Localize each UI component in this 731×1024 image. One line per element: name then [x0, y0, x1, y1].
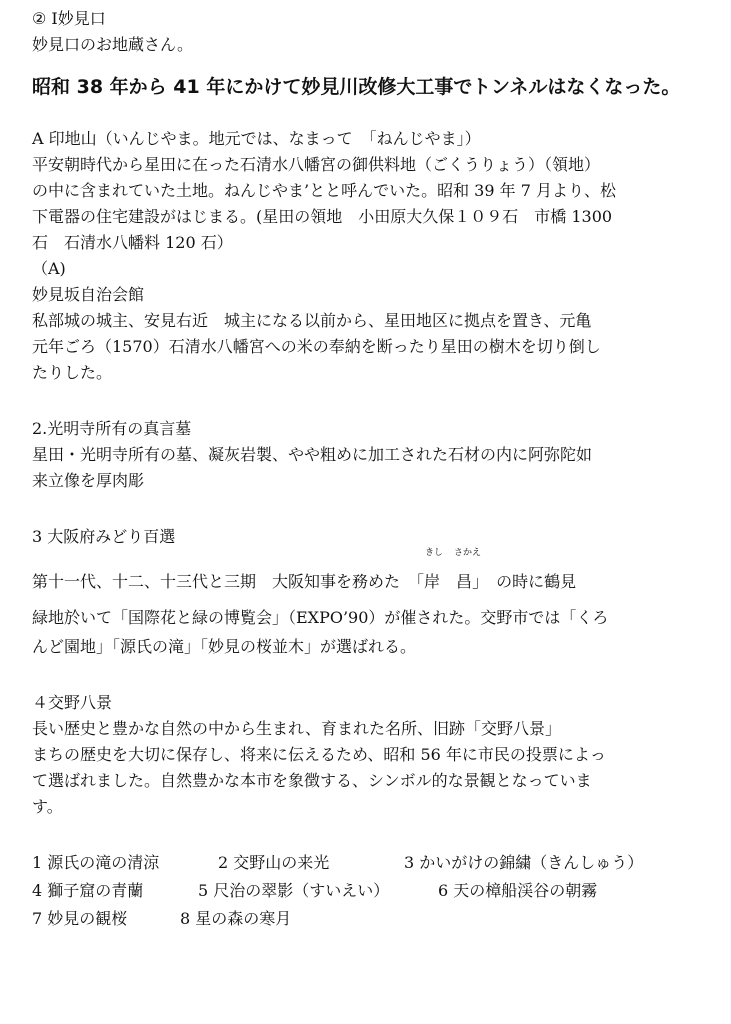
masaru-with-ruby: さかえ 昌: [454, 548, 482, 591]
list-item: 1 源氏の滝の清涼: [32, 853, 160, 872]
section-a-line: たりした。: [32, 363, 113, 382]
section-4-line: ４交野八景: [32, 693, 113, 712]
bold-note: 昭和 38 年から 41 年にかけて妙見川改修大工事でトンネルはなくなった。: [32, 76, 681, 98]
section-4-line: て選ばれました。自然豊かな本市を象徴する、シンボル的な景観となっていま: [32, 771, 592, 790]
list-item: 6 天の樟船渓谷の朝霧: [438, 881, 598, 900]
section-a-line: の中に含まれていた土地。ねんじやま’とと呼んでいた。昭和 39 年 7 月より、松: [32, 181, 616, 200]
kishi-with-ruby: きし 岸: [424, 548, 444, 591]
section-3-title: 3 大阪府みどり百選: [32, 527, 176, 546]
list-item: 3 かいがけの錦繍（きんしゅう）: [404, 853, 644, 872]
list-item: 8 星の森の寒月: [180, 909, 292, 928]
section-a-line: 平安朝時代から星田に在った石清水八幡宮の御供料地（ごくうりょう）（領地）: [32, 155, 601, 174]
section-2-line: 星田・光明寺所有の墓、凝灰岩製、やや粗めに加工された石材の内に阿弥陀如: [32, 445, 593, 464]
section-4-line: す。: [32, 797, 63, 816]
ruby-kishi: きし: [425, 548, 444, 558]
section-2-line: 来立像を厚肉彫: [32, 471, 145, 490]
section-2: [32, 416, 712, 494]
document-page: [32, 6, 712, 934]
subtitle: 妙見口のお地蔵さん。: [32, 35, 193, 54]
section-2-line: 2.光明寺所有の真言墓: [32, 419, 192, 438]
hakkei-row: [32, 878, 712, 906]
list-item: 5 尺治の翠影（すいえい）: [198, 881, 390, 900]
section-3-line: んど園地」「源氏の滝」「妙見の桜並木」が選ばれる。: [32, 637, 417, 656]
hakkei-row: [32, 850, 712, 878]
list-item: 4 獅子窟の青蘭: [32, 881, 144, 900]
section-3: [32, 524, 712, 660]
ruby-masaru: さかえ: [454, 548, 482, 558]
list-item: 7 妙見の観桜: [32, 909, 128, 928]
section-a-line: 下電器の住宅建設がはじまる。(星田の領地 小田原大久保１０９石 市橋 1300: [32, 207, 613, 226]
section-a: [32, 126, 712, 386]
section-a-line: 石 石清水八幡料 120 石）: [32, 233, 233, 252]
section-a-line: 元年ごろ（1570）石清水八幡宮への米の奉納を断ったり星田の樹木を切り倒し: [32, 337, 601, 356]
section-3-line: 緑地於いて「国際花と緑の博覧会」（EXPO’90）が催された。交野市では「くろ: [32, 608, 609, 627]
section-3-line: 第十一代、十二、十三代と三期 大阪知事を務めた 「 きし 岸 さかえ 昌」 の時に鶴見: [32, 562, 712, 598]
section-a-line: 妙見坂自治会館: [32, 285, 145, 304]
hakkei-list: [32, 850, 712, 934]
list-item: 2 交野山の来光: [218, 853, 330, 872]
hakkei-row: [32, 906, 712, 934]
section-4-line: 長い歴史と豊かな自然の中から生まれ、育まれた名所、旧跡「交野八景」: [32, 719, 561, 738]
section-a-line: （A): [32, 259, 66, 278]
section-4: [32, 690, 712, 820]
section-a-line: A 印地山（いんじやま。地元では、なまって 「ねんじやま」）: [32, 129, 481, 148]
section-4-line: まちの歴史を大切に保存し、将来に伝えるため、昭和 56 年に市民の投票によっ: [32, 745, 606, 764]
heading: ② Ⅰ妙見口: [32, 9, 106, 28]
section-a-line: 私部城の城主、安見右近 城主になる以前から、星田地区に拠点を置き、元亀: [32, 311, 592, 330]
